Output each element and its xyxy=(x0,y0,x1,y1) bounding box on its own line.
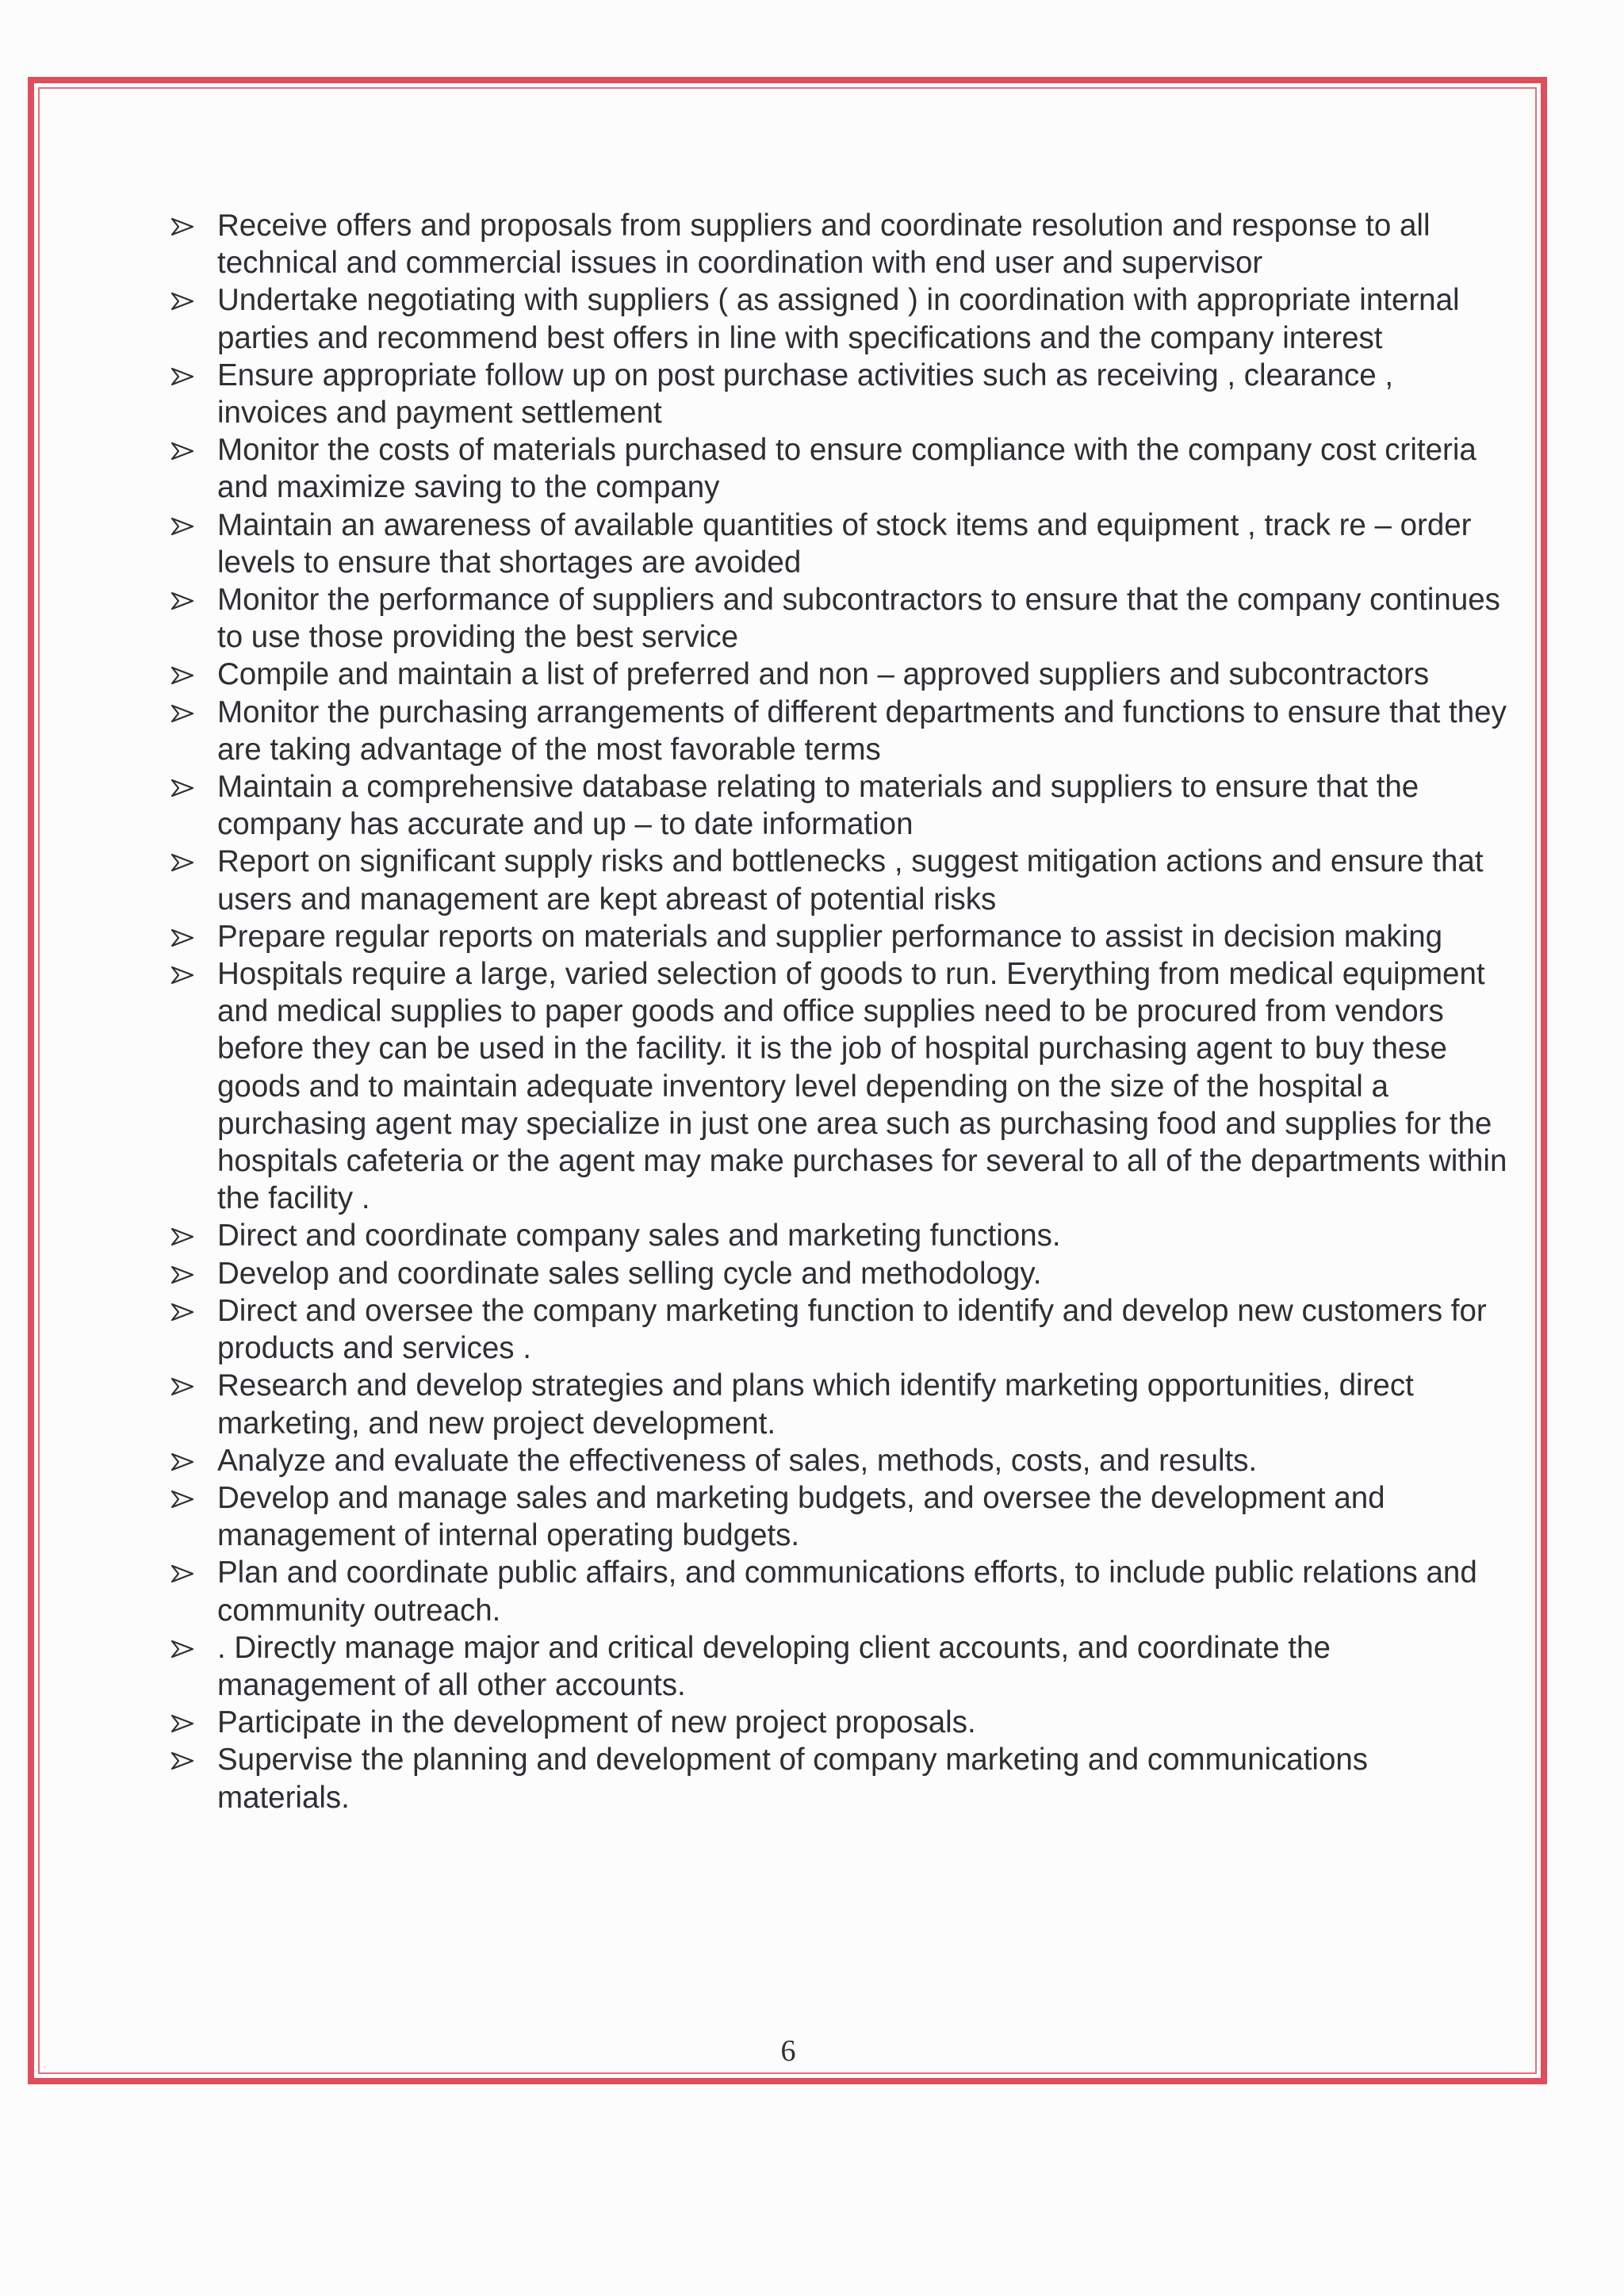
bullet-text: Monitor the purchasing arrangements of different departments and functions to ensure that they are taking advantage of the most favorable terms xyxy=(217,695,1507,767)
bullet-item xyxy=(168,1554,1508,1628)
bullet-item xyxy=(168,1367,1508,1441)
bullet-item xyxy=(168,581,1508,656)
bullet-item xyxy=(168,1217,1508,1254)
bullet-item xyxy=(168,955,1508,1217)
bullet-item xyxy=(168,1255,1508,1292)
bullet-item xyxy=(168,281,1508,356)
arrowhead-bullet-icon xyxy=(170,1751,194,1770)
bullet-item xyxy=(168,357,1508,431)
bullet-item xyxy=(168,507,1508,581)
bullet-text: Direct and coordinate company sales and marketing functions. xyxy=(217,1219,1061,1253)
bullet-text: Report on significant supply risks and bottlenecks , suggest mitigation actions and ensure that users and management are kept abreast of potential risks xyxy=(217,844,1484,916)
arrowhead-bullet-icon xyxy=(170,928,194,947)
bullet-text: Prepare regular reports on materials and supplier performance to assist in decision making xyxy=(217,919,1443,954)
bullet-item xyxy=(168,918,1508,955)
bullet-text: . Directly manage major and critical developing client accounts, and coordinate the management of all other accounts. xyxy=(217,1630,1331,1702)
bullet-item xyxy=(168,1629,1508,1704)
arrowhead-bullet-icon xyxy=(170,666,194,685)
bullet-text: Monitor the performance of suppliers and subcontractors to ensure that the company continues to use those providing the best service xyxy=(217,583,1500,655)
arrowhead-bullet-icon xyxy=(170,1377,194,1396)
arrowhead-bullet-icon xyxy=(170,442,194,461)
bullet-text: Maintain a comprehensive database relating to materials and suppliers to ensure that the company has accurate and up – to date information xyxy=(217,770,1419,842)
bullet-text: Compile and maintain a list of preferred and non – approved suppliers and subcontractors xyxy=(217,657,1430,692)
arrowhead-bullet-icon xyxy=(170,1303,194,1322)
arrowhead-bullet-icon xyxy=(170,217,194,236)
arrowhead-bullet-icon xyxy=(170,1227,194,1246)
arrowhead-bullet-icon xyxy=(170,1265,194,1284)
bullet-item xyxy=(168,207,1508,281)
arrowhead-bullet-icon xyxy=(170,966,194,985)
bullet-item xyxy=(168,1479,1508,1554)
bullet-item xyxy=(168,1704,1508,1741)
arrowhead-bullet-icon xyxy=(170,779,194,798)
page-number: 6 xyxy=(780,2034,796,2068)
bullet-item xyxy=(168,843,1508,917)
arrowhead-bullet-icon xyxy=(170,1640,194,1659)
bullet-item xyxy=(168,768,1508,843)
bullet-text: Develop and manage sales and marketing budgets, and oversee the development and management of internal operating budgets. xyxy=(217,1480,1385,1553)
arrowhead-bullet-icon xyxy=(170,1452,194,1471)
bullet-text: Plan and coordinate public affairs, and communications efforts, to include public relations and community outreach. xyxy=(217,1556,1477,1628)
bullet-text: Ensure appropriate follow up on post purchase activities such as receiving , clearance , invoices and payment settlement xyxy=(217,358,1394,430)
bullet-item xyxy=(168,431,1508,506)
bullet-text: Undertake negotiating with suppliers ( as assigned ) in coordination with appropriate internal parties and recommend best offers in line with specifications and the company interest xyxy=(217,283,1460,355)
bullet-item xyxy=(168,656,1508,693)
bullet-text: Supervise the planning and development of company marketing and communications materials. xyxy=(217,1743,1369,1815)
arrowhead-bullet-icon xyxy=(170,704,194,723)
bullet-list xyxy=(168,207,1508,1816)
bullet-item xyxy=(168,1442,1508,1479)
bullet-text: Participate in the development of new project proposals. xyxy=(217,1705,976,1740)
bullet-text: Maintain an awareness of available quantities of stock items and equipment , track re – order levels to ensure that shortages are avoided xyxy=(217,507,1472,580)
bullet-text: Monitor the costs of materials purchased to ensure compliance with the company cost criteria and maximize saving to the company xyxy=(217,433,1477,505)
bullet-text: Research and develop strategies and plans which identify marketing opportunities, direct marketing, and new project development. xyxy=(217,1368,1414,1441)
bullet-text: Receive offers and proposals from suppliers and coordinate resolution and response to all technical and commercial issues in coordination with end user and supervisor xyxy=(217,209,1431,281)
arrowhead-bullet-icon xyxy=(170,367,194,386)
bullet-item xyxy=(168,694,1508,768)
arrowhead-bullet-icon xyxy=(170,1490,194,1509)
arrowhead-bullet-icon xyxy=(170,517,194,536)
arrowhead-bullet-icon xyxy=(170,591,194,610)
arrowhead-bullet-icon xyxy=(170,292,194,311)
arrowhead-bullet-icon xyxy=(170,1714,194,1733)
bullet-text: Analyze and evaluate the effectiveness of sales, methods, costs, and results. xyxy=(217,1443,1258,1478)
bullet-text: Direct and oversee the company marketing function to identify and develop new customers for products and services . xyxy=(217,1293,1487,1366)
arrowhead-bullet-icon xyxy=(170,1564,194,1583)
bullet-text: Hospitals require a large, varied selection of goods to run. Everything from medical equipment and medical supplies to paper goods and office supplies need to be procured from vendors before they can be used in the facility. it is the job of hospital purchasing agent to buy these goods and to maintain adequate inventory level depending on the size of the hospital a purchasing agent may specialize in just one area such as purchasing food and supplies for the hospitals cafeteria or the agent may make purchases for several to all of the departments within the facility . xyxy=(217,957,1507,1216)
bullet-text: Develop and coordinate sales selling cycle and methodology. xyxy=(217,1256,1042,1291)
bullet-item xyxy=(168,1292,1508,1367)
bullet-item xyxy=(168,1741,1508,1816)
arrowhead-bullet-icon xyxy=(170,853,194,872)
